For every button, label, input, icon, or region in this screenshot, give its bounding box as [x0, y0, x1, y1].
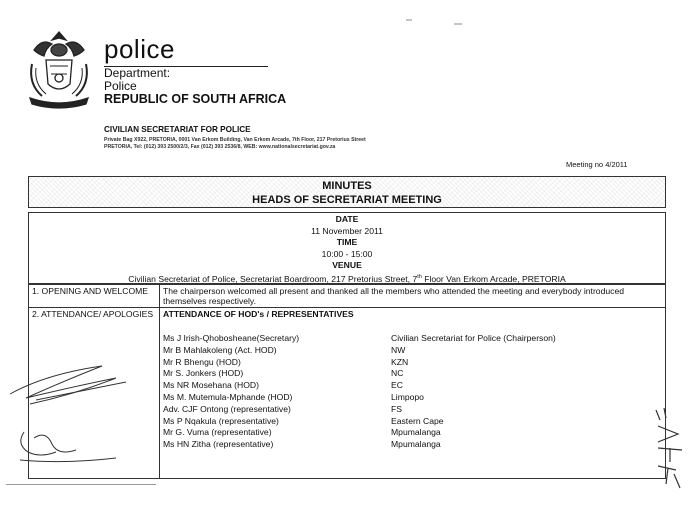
date-value: 11 November 2011 — [311, 225, 383, 236]
venue-text-sup: th — [417, 273, 422, 280]
table-row — [29, 285, 666, 308]
rep-name: Mr G. Vuma (representative) — [163, 427, 272, 438]
org-address — [104, 137, 366, 151]
meeting-info-box — [28, 212, 666, 284]
rep-area: FS — [391, 403, 402, 414]
org-name: CIVILIAN SECRETARIAT FOR POLICE — [104, 125, 251, 134]
department-block — [104, 67, 286, 106]
department-label: Department: — [104, 66, 171, 80]
rep-area: EC — [391, 380, 403, 391]
list-item — [163, 333, 662, 345]
org-address-line2: PRETORIA, Tel: (012) 393 2500/2/3, Fax (012) 393 2536/8, WEB: www.nationalsecretariat.gov.za — [104, 144, 336, 150]
rep-area: Mpumalanga — [391, 427, 441, 438]
list-item — [163, 439, 662, 451]
rep-name: Mr R Bhengu (HOD) — [163, 356, 241, 367]
bottom-divider — [6, 484, 156, 485]
handwritten-signature — [6, 360, 156, 470]
rep-name: Adv. CJF Ontong (representative) — [163, 403, 291, 414]
department-name: Police — [104, 79, 137, 93]
stray-mark — [404, 12, 464, 28]
rep-area: Civilian Secretariat for Police (Chairperson) — [391, 333, 556, 343]
list-item — [163, 368, 662, 380]
rep-area: Eastern Cape — [391, 415, 444, 426]
minutes-title: MINUTES — [322, 180, 372, 192]
attendance-title: ATTENDANCE OF HOD's / REPRESENTATIVES — [163, 309, 354, 319]
list-item — [163, 392, 662, 404]
list-item — [163, 380, 662, 392]
rep-area: Mpumalanga — [391, 439, 441, 450]
venue-text-post: Floor Van Erkom Arcade, PRETORIA — [421, 273, 566, 284]
time-label: TIME — [336, 237, 358, 248]
attendance-label: 2. ATTENDANCE/ APOLOGIES — [29, 308, 160, 479]
attendance-cell — [160, 308, 666, 479]
meeting-title: HEADS OF SECRETARIAT MEETING — [252, 194, 442, 206]
opening-label: 1. OPENING AND WELCOME — [29, 285, 160, 308]
time-value: 10:00 - 15:00 — [321, 248, 373, 259]
meeting-number: Meeting no 4/2011 — [566, 160, 628, 169]
rep-name: Ms NR Mosehana (HOD) — [163, 380, 259, 391]
list-item — [163, 345, 662, 357]
rep-area: KZN — [391, 356, 409, 367]
rep-name: Ms HN Zitha (representative) — [163, 439, 274, 450]
rep-name: Mr B Mahlakoleng (Act. HOD) — [163, 344, 277, 355]
rep-area: Limpopo — [391, 391, 424, 402]
representatives-list — [163, 333, 662, 451]
list-item — [163, 404, 662, 416]
rep-name: Ms M. Mutemula-Mphande (HOD) — [163, 391, 293, 402]
rep-name: Ms J Irish-Qhobosheane(Secretary) — [163, 333, 300, 343]
minutes-title-box — [28, 176, 666, 208]
list-item — [163, 357, 662, 369]
list-item — [163, 427, 662, 439]
org-address-line1: Private Bag X922, PRETORIA, 0001 Van Erkom Building, Van Erkom Arcade, 7th Floor, 217 Pretorius Street — [104, 137, 366, 143]
list-item — [163, 416, 662, 428]
venue-text-pre: Civilian Secretariat of Police, Secretariat Boardroom, 217 Pretorius Street, 7 — [128, 273, 418, 284]
rep-area: NC — [391, 368, 404, 379]
coat-of-arms-logo — [22, 28, 96, 110]
opening-text: The chairperson welcomed all present and thanked all the members who attended the meeting and everybody introduced themselves respectively. — [160, 285, 666, 308]
venue-label: VENUE — [332, 260, 362, 271]
country-name: REPUBLIC OF SOUTH AFRICA — [104, 92, 287, 106]
rep-name: Mr S. Jonkers (HOD) — [163, 368, 244, 379]
rep-area: NW — [391, 344, 406, 355]
brand-wordmark: police — [104, 34, 175, 64]
date-label: DATE — [335, 214, 359, 224]
rep-name: Ms P Nqakula (representative) — [163, 415, 279, 426]
handwritten-annotation — [648, 404, 696, 490]
